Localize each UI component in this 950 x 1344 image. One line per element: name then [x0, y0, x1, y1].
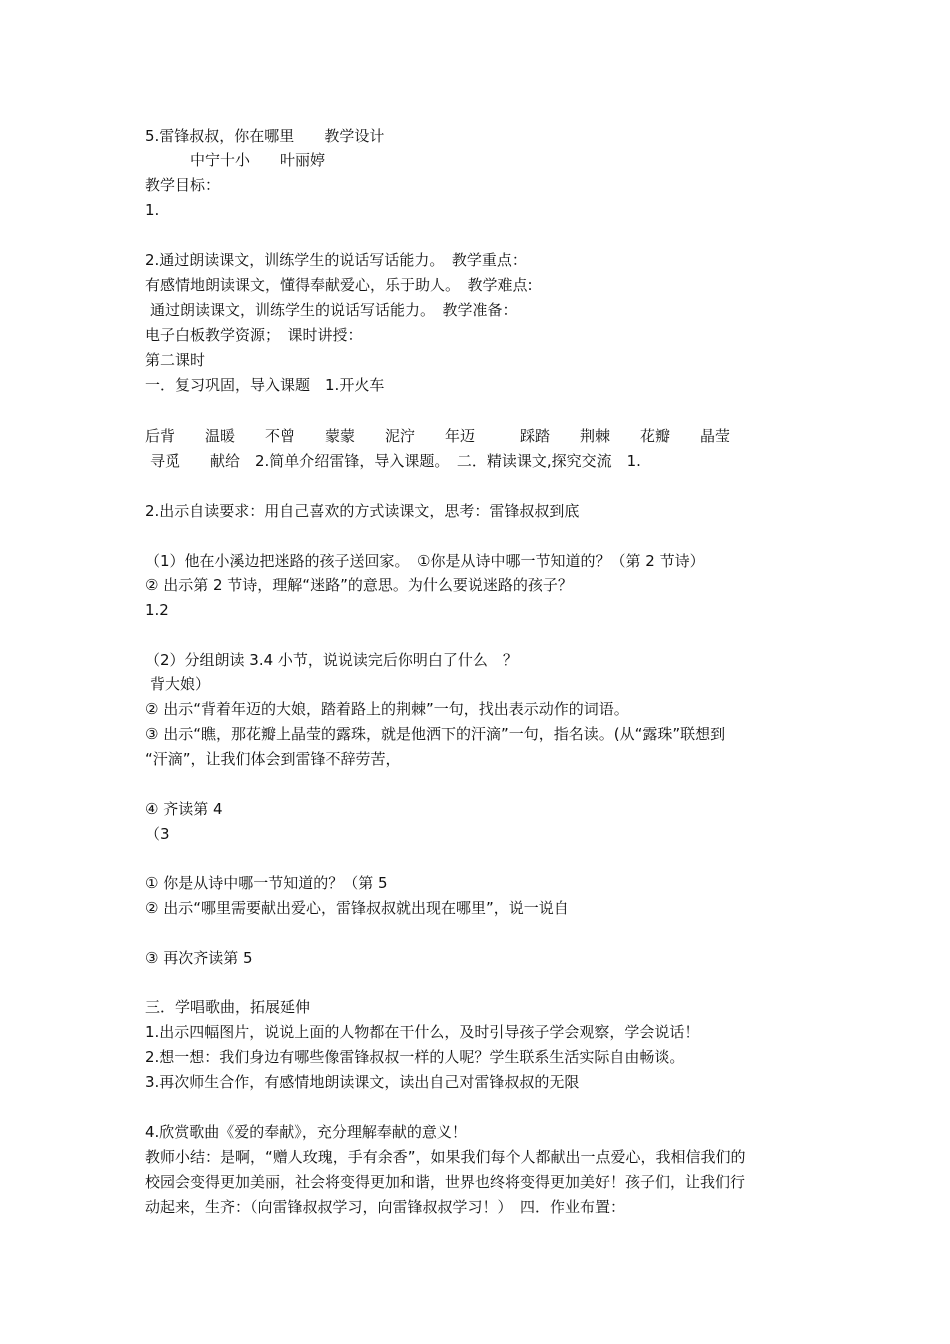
text-line: 教学目标：	[145, 176, 221, 194]
text-line: 通过朗读课文，训练学生的说话写话能力。 教学准备：	[150, 301, 518, 319]
text-line: （3	[145, 825, 170, 843]
text-line: 校园会变得更加美丽，社会将变得更加和谐，世界也终将变得更加美好！孩子们，让我们行	[145, 1173, 746, 1191]
text-line: ② 出示第 2 节诗，理解“迷路”的意思。为什么要说迷路的孩子？	[145, 576, 573, 594]
text-line: 1.出示四幅图片，说说上面的人物都在干什么，及时引导孩子学会观察，学会说话！	[145, 1023, 700, 1041]
text-line: ② 出示“哪里需要献出爱心，雷锋叔叔就出现在哪里”，说一说自	[145, 899, 569, 917]
text-line: 动起来，生齐：（向雷锋叔叔学习，向雷锋叔叔学习！） 四．作业布置：	[145, 1198, 626, 1216]
text-line: 2.出示自读要求：用自己喜欢的方式读课文，思考：雷锋叔叔到底	[145, 502, 580, 520]
text-line: 寻觅 献给 2.简单介绍雷锋，导入课题。 二．精读课文,探究交流 1.	[150, 452, 641, 470]
text-line: 2.通过朗读课文，训练学生的说话写话能力。 教学重点：	[145, 251, 527, 269]
text-line: ② 出示“背着年迈的大娘，踏着路上的荆棘”一句，找出表示动作的词语。	[145, 700, 629, 718]
text-line: ③ 再次齐读第 5	[145, 949, 253, 967]
doc-title: 5.雷锋叔叔，你在哪里 教学设计	[145, 127, 385, 145]
text-line: ④ 齐读第 4	[145, 800, 223, 818]
word-list-line: 后背 温暖 不曾 蒙蒙 泥泞 年迈 踩踏 荆棘 花瓣 晶莹	[145, 427, 731, 445]
text-line: “汗滴”，让我们体会到雷锋不辞劳苦，	[145, 750, 401, 768]
section-heading: 第二课时	[145, 351, 206, 369]
text-line: 1.2	[145, 601, 169, 619]
text-line: 背大娘）	[150, 675, 211, 693]
text-line: 4.欣赏歌曲《爱的奉献》，充分理解奉献的意义！	[145, 1123, 467, 1141]
text-line: 3.再次师生合作，有感情地朗读课文，读出自己对雷锋叔叔的无限	[145, 1073, 580, 1091]
text-line: 有感情地朗读课文，懂得奉献爱心，乐于助人。 教学难点:	[145, 276, 533, 294]
text-line: 2.想一想：我们身边有哪些像雷锋叔叔一样的人呢？学生联系生活实际自由畅谈。	[145, 1048, 685, 1066]
author-line: 中宁十小 叶丽婷	[190, 151, 326, 169]
text-line: 教师小结：是啊，“赠人玫瑰，手有余香”，如果我们每个人都献出一点爱心，我相信我们的	[145, 1148, 746, 1166]
text-line: （2）分组朗读 3.4 小节，说说读完后你明白了什么 ？	[145, 651, 518, 669]
text-line: ③ 出示“瞧，那花瓣上晶莹的露珠，就是他洒下的汗滴”一句，指名读。(从“露珠”联想到	[145, 725, 726, 743]
text-line: ① 你是从诗中哪一节知道的？（第 5	[145, 874, 388, 892]
section-heading: 三．学唱歌曲，拓展延伸	[145, 998, 311, 1016]
text-line: 1.	[145, 201, 160, 219]
text-line: 电子白板教学资源； 课时讲授：	[145, 326, 363, 344]
text-line: 一．复习巩固，导入课题 1.开火车	[145, 376, 385, 394]
text-line: （1）他在小溪边把迷路的孩子送回家。 ①你是从诗中哪一节知道的？（第 2 节诗）	[145, 552, 705, 570]
